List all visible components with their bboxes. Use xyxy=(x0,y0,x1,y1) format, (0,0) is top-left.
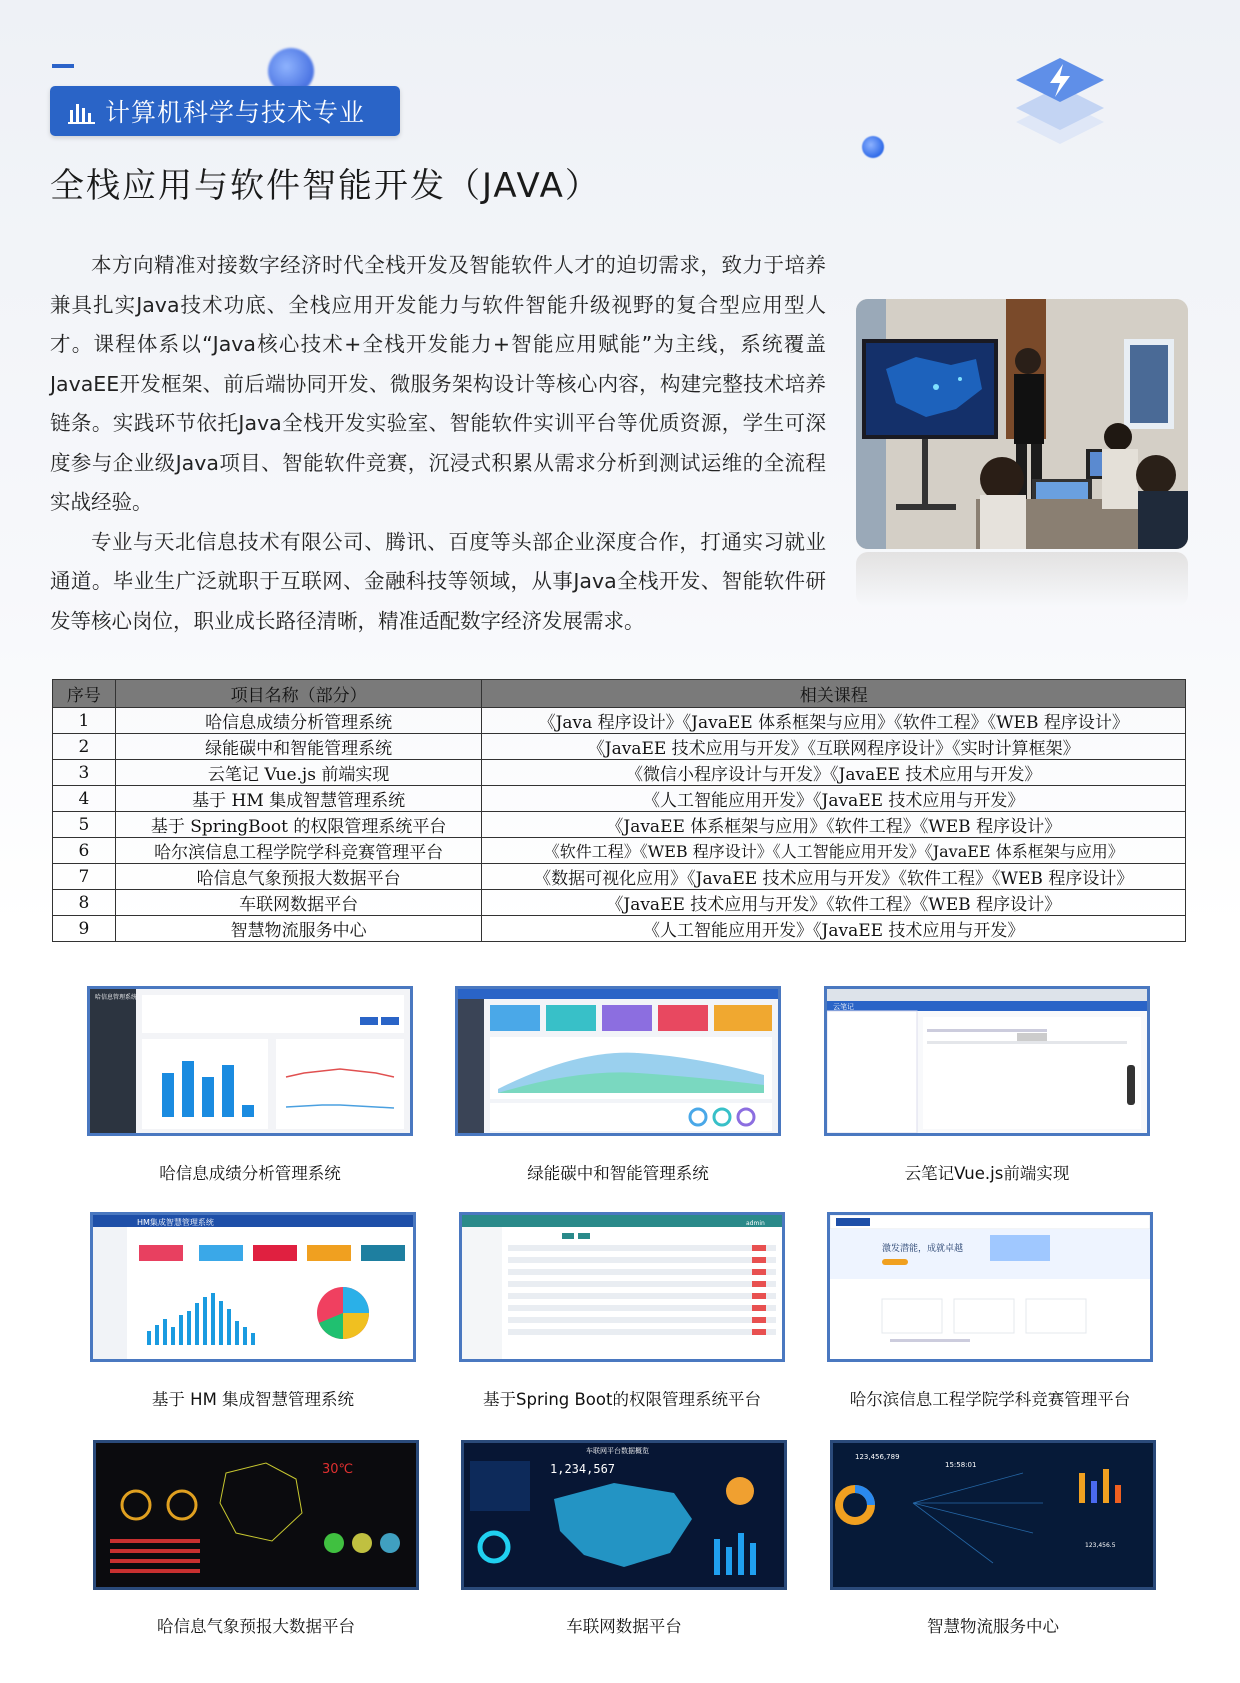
caption-8: 车联网数据平台 xyxy=(566,1617,682,1636)
layers-lightning-icon xyxy=(1008,50,1112,154)
screenshot-cloud-notes xyxy=(824,986,1150,1136)
screenshot-springboot xyxy=(459,1212,785,1362)
row-project: 基于 HM 集成智慧管理系统 xyxy=(115,786,482,812)
row-index: 4 xyxy=(53,786,116,812)
row-index: 2 xyxy=(53,734,116,760)
row-index: 7 xyxy=(53,864,116,890)
row-project: 绿能碳中和智能管理系统 xyxy=(115,734,482,760)
row-index: 8 xyxy=(53,890,116,916)
screenshot-competition xyxy=(827,1212,1153,1362)
col-header-project: 项目名称（部分） xyxy=(115,680,482,708)
row-courses: 《Java 程序设计》《JavaEE 体系框架与应用》《软件工程》《WEB 程序设计》 xyxy=(482,708,1186,734)
row-index: 5 xyxy=(53,812,116,838)
row-project: 云笔记 Vue.js 前端实现 xyxy=(115,760,482,786)
s6-banner: 激发潜能，成就卓越 xyxy=(882,1244,964,1254)
screenshot-carbon-neutral xyxy=(455,986,781,1136)
caption-3: 云笔记Vue.js前端实现 xyxy=(904,1164,1070,1183)
row-courses: 《人工智能应用开发》《JavaEE 技术应用与开发》 xyxy=(482,916,1186,942)
caption-5: 基于Spring Boot的权限管理系统平台 xyxy=(483,1390,761,1409)
s1-title: 哈信息管理系统 xyxy=(95,994,138,1001)
s3-title: 云笔记 xyxy=(833,1003,854,1011)
table-row xyxy=(53,708,1186,734)
caption-7: 哈信息气象预报大数据平台 xyxy=(157,1617,355,1636)
table-row xyxy=(53,812,1186,838)
intro-paragraph-2: 专业与天北信息技术有限公司、腾讯、百度等头部企业深度合作，打通实习就业通道。毕业生广泛就职于互联网、金融科技等领域，从事Java全栈开发、智能软件研发等核心岗位，职业成长路径清晰，精准适配数字经济发展需求。 xyxy=(50,529,826,633)
caption-9: 智慧物流服务中心 xyxy=(927,1617,1059,1636)
row-project: 哈信息成绩分析管理系统 xyxy=(115,708,482,734)
s9-num2: 123,456.5 xyxy=(1085,1542,1116,1549)
decor-orb-small xyxy=(862,136,884,158)
classroom-photo xyxy=(856,299,1188,549)
s4-title: HM集成智慧管理系统 xyxy=(137,1218,214,1227)
s9-time: 15:58:01 xyxy=(945,1461,977,1469)
s8-count: 1,234,567 xyxy=(550,1462,616,1476)
caption-4: 基于 HM 集成智慧管理系统 xyxy=(151,1390,355,1409)
table-row xyxy=(53,890,1186,916)
screenshot-grade-analysis xyxy=(87,986,413,1136)
project-table xyxy=(52,679,1186,942)
row-project: 基于 SpringBoot 的权限管理系统平台 xyxy=(115,812,482,838)
row-courses: 《数据可视化应用》《JavaEE 技术应用与开发》《软件工程》《WEB 程序设计》 xyxy=(482,864,1186,890)
row-courses: 《JavaEE 技术应用与开发》《软件工程》《WEB 程序设计》 xyxy=(482,890,1186,916)
row-courses: 《JavaEE 体系框架与应用》《软件工程》《WEB 程序设计》 xyxy=(482,812,1186,838)
screenshot-logistics xyxy=(830,1440,1156,1590)
screenshot-vehicle-network xyxy=(461,1440,787,1590)
row-index: 9 xyxy=(53,916,116,942)
row-project: 智慧物流服务中心 xyxy=(115,916,482,942)
s8-title: 车联网平台数据概览 xyxy=(586,1447,649,1455)
intro-paragraph-1: 本方向精准对接数字经济时代全栈开发及智能软件人才的迫切需求，致力于培养兼具扎实Java技术功底、全栈应用开发能力与软件智能升级视野的复合型应用型人才。课程体系以“Java核心技术+全栈开发能力+智能应用赋能”为主线，系统覆盖JavaEE开发框架、前后端协同开发、微服务架构设计等核心内容，构建完整技术培养链条。实践环节依托Java全栈开发实验室、智能软件实训平台等优质资源，学生可深度参与企业级Java项目、智能软件竞赛，沉浸式积累从需求分析到测试运维的全流程实战经验。 xyxy=(50,253,826,514)
photo-reflection xyxy=(856,552,1188,607)
row-project: 车联网数据平台 xyxy=(115,890,482,916)
row-index: 6 xyxy=(53,838,116,864)
table-row xyxy=(53,786,1186,812)
col-header-index: 序号 xyxy=(53,680,116,708)
table-row xyxy=(53,734,1186,760)
intro-text xyxy=(50,246,826,641)
table-row xyxy=(53,838,1186,864)
screenshot-hm-system xyxy=(90,1212,416,1362)
badge-text: 计算机科学与技术专业 xyxy=(105,98,366,127)
caption-1: 哈信息成绩分析管理系统 xyxy=(159,1164,341,1183)
accent-line xyxy=(52,64,74,68)
screenshot-weather xyxy=(93,1440,419,1590)
s9-num1: 123,456,789 xyxy=(855,1453,900,1461)
row-courses: 《JavaEE 技术应用与开发》《互联网程序设计》《实时计算框架》 xyxy=(482,734,1186,760)
row-courses: 《人工智能应用开发》《JavaEE 技术应用与开发》 xyxy=(482,786,1186,812)
page-title: 全栈应用与软件智能开发（JAVA） xyxy=(50,166,601,206)
row-courses: 《微信小程序设计与开发》《JavaEE 技术应用与开发》 xyxy=(482,760,1186,786)
row-courses: 《软件工程》《WEB 程序设计》《人工智能应用开发》《JavaEE 体系框架与应用》 xyxy=(482,838,1186,864)
caption-6: 哈尔滨信息工程学院学科竞赛管理平台 xyxy=(849,1390,1131,1409)
table-row xyxy=(53,760,1186,786)
s7-temp: 30℃ xyxy=(322,1462,354,1477)
row-project: 哈尔滨信息工程学院学科竞赛管理平台 xyxy=(115,838,482,864)
major-badge xyxy=(50,86,400,136)
row-index: 3 xyxy=(53,760,116,786)
row-project: 哈信息气象预报大数据平台 xyxy=(115,864,482,890)
bar-chart-icon xyxy=(67,96,97,126)
table-row xyxy=(53,864,1186,890)
row-index: 1 xyxy=(53,708,116,734)
caption-2: 绿能碳中和智能管理系统 xyxy=(527,1164,709,1183)
s5-user: admin xyxy=(746,1220,765,1227)
col-header-courses: 相关课程 xyxy=(482,680,1186,708)
table-header-row xyxy=(53,680,1186,708)
table-row xyxy=(53,916,1186,942)
